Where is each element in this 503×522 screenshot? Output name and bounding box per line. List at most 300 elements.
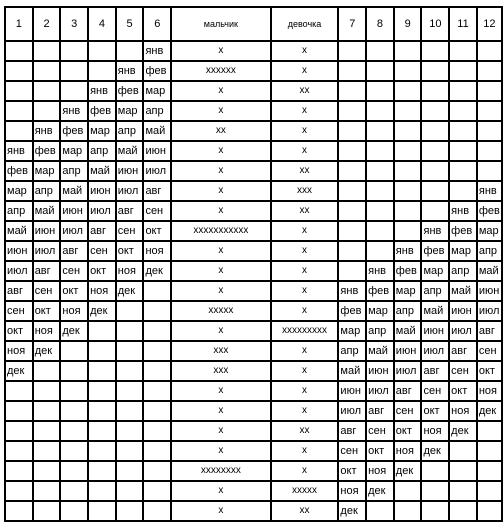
table-row <box>5 281 502 301</box>
month-cell: сен <box>5 301 33 321</box>
month-cell <box>33 81 61 101</box>
month-cell: авг <box>143 181 171 201</box>
boy-marks-cell: х <box>171 41 270 61</box>
month-cell: сен <box>477 341 502 361</box>
girl-marks-cell: х <box>271 41 339 61</box>
table-row <box>5 381 502 401</box>
month-cell <box>143 381 171 401</box>
month-cell <box>33 361 61 381</box>
month-cell: июн <box>338 381 366 401</box>
month-cell: июн <box>421 321 449 341</box>
table-row <box>5 421 502 441</box>
month-cell <box>33 501 61 521</box>
month-cell: ноя <box>5 341 33 361</box>
month-cell <box>338 221 366 241</box>
month-cell <box>5 421 33 441</box>
boy-marks-cell: х <box>171 141 270 161</box>
month-cell: ноя <box>366 461 394 481</box>
month-cell <box>143 461 171 481</box>
month-cell <box>60 381 88 401</box>
month-cell <box>421 41 449 61</box>
month-cell: ноя <box>88 281 116 301</box>
month-cell: апр <box>116 121 144 141</box>
boy-marks-cell: ххххх <box>171 301 270 321</box>
month-cell <box>366 201 394 221</box>
month-cell: авг <box>88 221 116 241</box>
month-cell: мар <box>477 221 502 241</box>
month-cell <box>116 301 144 321</box>
month-cell <box>394 161 422 181</box>
boy-marks-cell: ххх <box>171 361 270 381</box>
boy-marks-cell: х <box>171 201 270 221</box>
month-cell: янв <box>477 181 502 201</box>
month-cell: мар <box>394 281 422 301</box>
month-cell: май <box>421 301 449 321</box>
table-row <box>5 501 502 521</box>
month-cell: окт <box>60 281 88 301</box>
month-cell <box>88 41 116 61</box>
month-cell <box>449 461 477 481</box>
month-cell: дек <box>449 421 477 441</box>
month-cell: апр <box>421 281 449 301</box>
month-cell <box>394 141 422 161</box>
month-cell: авг <box>60 241 88 261</box>
table-row <box>5 61 502 81</box>
table-row <box>5 401 502 421</box>
month-cell <box>477 441 502 461</box>
month-cell <box>5 121 33 141</box>
month-cell <box>421 61 449 81</box>
month-cell <box>394 101 422 121</box>
boy-marks-cell: х <box>171 381 270 401</box>
month-cell: май <box>143 121 171 141</box>
month-cell <box>60 481 88 501</box>
month-cell <box>421 81 449 101</box>
girl-marks-cell: х <box>271 301 339 321</box>
month-cell: сен <box>338 441 366 461</box>
month-cell: мар <box>5 181 33 201</box>
month-cell: июн <box>449 301 477 321</box>
month-cell: дек <box>477 401 502 421</box>
month-cell: июл <box>477 301 502 321</box>
month-cell <box>60 341 88 361</box>
month-cell <box>143 401 171 421</box>
month-cell <box>116 41 144 61</box>
girl-marks-cell: х <box>271 101 339 121</box>
month-cell: апр <box>449 261 477 281</box>
column-header: девочка <box>271 7 339 41</box>
girl-marks-cell: х <box>271 281 339 301</box>
month-cell <box>143 281 171 301</box>
girl-marks-cell: ххххххххх <box>271 321 339 341</box>
month-cell <box>338 201 366 221</box>
month-cell: май <box>449 281 477 301</box>
month-cell: июл <box>421 341 449 361</box>
month-cell <box>366 101 394 121</box>
column-header: 4 <box>88 7 116 41</box>
girl-marks-cell: х <box>271 221 339 241</box>
month-cell <box>421 161 449 181</box>
month-cell <box>88 481 116 501</box>
month-cell: авг <box>116 201 144 221</box>
month-cell: мар <box>88 121 116 141</box>
month-cell: дек <box>421 441 449 461</box>
month-cell <box>88 441 116 461</box>
month-cell: окт <box>88 261 116 281</box>
month-cell: ноя <box>477 381 502 401</box>
month-cell <box>60 421 88 441</box>
girl-marks-cell: х <box>271 461 339 481</box>
month-cell: окт <box>33 301 61 321</box>
month-cell <box>394 41 422 61</box>
month-cell: апр <box>394 301 422 321</box>
month-cell <box>421 121 449 141</box>
boy-marks-cell: х <box>171 161 270 181</box>
month-cell: май <box>33 201 61 221</box>
month-cell: авг <box>5 281 33 301</box>
column-header: 6 <box>143 7 171 41</box>
month-cell: сен <box>394 401 422 421</box>
month-cell: мар <box>116 101 144 121</box>
month-cell: ноя <box>394 441 422 461</box>
month-cell <box>33 461 61 481</box>
month-cell: сен <box>88 241 116 261</box>
column-header: 3 <box>60 7 88 41</box>
table-row <box>5 321 502 341</box>
month-cell: авг <box>449 341 477 361</box>
table-row <box>5 221 502 241</box>
girl-marks-cell: х <box>271 361 339 381</box>
month-cell: мар <box>366 301 394 321</box>
month-cell <box>33 101 61 121</box>
month-cell: сен <box>366 421 394 441</box>
month-cell <box>477 101 502 121</box>
girl-marks-cell: х <box>271 381 339 401</box>
month-cell <box>449 81 477 101</box>
boy-marks-cell: х <box>171 321 270 341</box>
table-row <box>5 261 502 281</box>
month-cell: июн <box>143 141 171 161</box>
month-cell: май <box>116 141 144 161</box>
month-cell <box>143 421 171 441</box>
month-cell <box>5 101 33 121</box>
month-cell <box>116 501 144 521</box>
month-cell <box>60 401 88 421</box>
boy-marks-cell: ххххххххххх <box>171 221 270 241</box>
month-cell <box>116 441 144 461</box>
month-cell <box>33 421 61 441</box>
month-cell <box>5 461 33 481</box>
month-cell: июн <box>33 221 61 241</box>
month-cell <box>143 361 171 381</box>
month-cell: дек <box>143 261 171 281</box>
girl-marks-cell: х <box>271 341 339 361</box>
month-cell: окт <box>394 421 422 441</box>
month-cell: июл <box>116 181 144 201</box>
month-cell: май <box>338 361 366 381</box>
month-cell: фев <box>143 61 171 81</box>
girl-marks-cell: х <box>271 61 339 81</box>
month-cell <box>338 41 366 61</box>
month-cell <box>366 161 394 181</box>
month-cell: апр <box>366 321 394 341</box>
month-cell <box>33 481 61 501</box>
month-cell: авг <box>338 421 366 441</box>
month-cell: апр <box>143 101 171 121</box>
month-cell <box>394 61 422 81</box>
month-cell: дек <box>394 461 422 481</box>
boy-marks-cell: х <box>171 481 270 501</box>
month-cell <box>88 501 116 521</box>
month-cell: июн <box>116 161 144 181</box>
month-cell <box>338 181 366 201</box>
column-header: 11 <box>449 7 477 41</box>
girl-marks-cell: х <box>271 261 339 281</box>
month-cell <box>116 481 144 501</box>
month-cell <box>366 41 394 61</box>
month-cell <box>366 61 394 81</box>
month-cell <box>33 41 61 61</box>
boy-marks-cell: х <box>171 421 270 441</box>
boy-marks-cell: х <box>171 281 270 301</box>
month-cell: дек <box>338 501 366 521</box>
month-cell <box>477 41 502 61</box>
table-row <box>5 341 502 361</box>
table-row <box>5 201 502 221</box>
month-cell: ноя <box>143 241 171 261</box>
month-cell <box>88 361 116 381</box>
month-cell: янв <box>33 121 61 141</box>
month-cell: янв <box>366 261 394 281</box>
month-cell <box>449 161 477 181</box>
girl-marks-cell: ххх <box>271 181 339 201</box>
month-cell <box>449 181 477 201</box>
column-header: 2 <box>33 7 61 41</box>
month-cell: дек <box>88 301 116 321</box>
month-cell <box>477 161 502 181</box>
month-cell <box>394 501 422 521</box>
table-row <box>5 241 502 261</box>
month-cell: фев <box>366 281 394 301</box>
month-cell <box>449 441 477 461</box>
month-cell: окт <box>366 441 394 461</box>
girl-marks-cell: х <box>271 141 339 161</box>
month-grid-table <box>4 6 503 522</box>
month-cell: июн <box>88 181 116 201</box>
month-cell <box>143 341 171 361</box>
month-cell <box>33 381 61 401</box>
month-cell: апр <box>33 181 61 201</box>
column-header: мальчик <box>171 7 270 41</box>
month-cell <box>60 501 88 521</box>
month-cell <box>33 401 61 421</box>
month-cell <box>116 461 144 481</box>
month-cell: янв <box>60 101 88 121</box>
month-cell: окт <box>449 381 477 401</box>
month-cell: фев <box>477 201 502 221</box>
month-cell: июл <box>143 161 171 181</box>
month-cell <box>5 61 33 81</box>
month-cell: сен <box>421 381 449 401</box>
month-cell <box>116 361 144 381</box>
month-cell: июн <box>5 241 33 261</box>
month-cell: май <box>366 341 394 361</box>
month-cell <box>116 401 144 421</box>
boy-marks-cell: хх <box>171 121 270 141</box>
month-cell: июл <box>338 401 366 421</box>
month-cell: фев <box>421 241 449 261</box>
boy-marks-cell: х <box>171 81 270 101</box>
month-cell <box>449 481 477 501</box>
month-cell <box>421 201 449 221</box>
month-cell <box>338 81 366 101</box>
month-cell <box>394 201 422 221</box>
month-cell <box>143 441 171 461</box>
month-cell <box>366 501 394 521</box>
month-cell: авг <box>394 381 422 401</box>
month-cell: фев <box>5 161 33 181</box>
month-cell <box>338 161 366 181</box>
month-cell: дек <box>116 281 144 301</box>
month-cell: май <box>88 161 116 181</box>
month-cell: май <box>394 321 422 341</box>
month-cell: май <box>60 181 88 201</box>
month-cell <box>88 461 116 481</box>
month-cell: мар <box>421 261 449 281</box>
table-row <box>5 361 502 381</box>
month-cell: мар <box>33 161 61 181</box>
month-cell <box>449 121 477 141</box>
boy-marks-cell: х <box>171 401 270 421</box>
boy-marks-cell: х <box>171 101 270 121</box>
month-cell <box>421 141 449 161</box>
girl-marks-cell: х <box>271 401 339 421</box>
month-cell <box>421 481 449 501</box>
month-cell <box>394 81 422 101</box>
month-cell <box>449 101 477 121</box>
month-cell <box>421 461 449 481</box>
month-cell <box>449 501 477 521</box>
month-cell: июн <box>366 361 394 381</box>
month-cell: июл <box>394 361 422 381</box>
month-cell: дек <box>33 341 61 361</box>
boy-marks-cell: х <box>171 261 270 281</box>
girl-marks-cell: хх <box>271 501 339 521</box>
month-cell: май <box>477 261 502 281</box>
month-cell <box>477 501 502 521</box>
girl-marks-cell: хх <box>271 81 339 101</box>
table-row <box>5 101 502 121</box>
month-cell <box>5 81 33 101</box>
boy-marks-cell: ххх <box>171 341 270 361</box>
month-cell: фев <box>394 261 422 281</box>
month-cell <box>477 421 502 441</box>
month-cell <box>394 121 422 141</box>
boy-marks-cell: хххххххх <box>171 461 270 481</box>
month-cell: апр <box>5 201 33 221</box>
month-cell: янв <box>88 81 116 101</box>
month-cell <box>5 381 33 401</box>
month-cell: ноя <box>33 321 61 341</box>
month-cell <box>88 421 116 441</box>
month-cell <box>116 421 144 441</box>
month-cell: окт <box>338 461 366 481</box>
month-cell <box>60 81 88 101</box>
month-cell: июл <box>33 241 61 261</box>
month-cell <box>477 461 502 481</box>
month-cell: май <box>5 221 33 241</box>
month-cell: окт <box>116 241 144 261</box>
month-cell: мар <box>143 81 171 101</box>
month-cell: ноя <box>60 301 88 321</box>
boy-marks-cell: х <box>171 181 270 201</box>
month-cell <box>60 441 88 461</box>
month-cell: июн <box>394 341 422 361</box>
month-cell <box>477 81 502 101</box>
month-cell <box>338 141 366 161</box>
girl-marks-cell: х <box>271 241 339 261</box>
month-cell <box>338 121 366 141</box>
table-row <box>5 161 502 181</box>
month-cell <box>394 181 422 201</box>
boy-marks-cell: х <box>171 241 270 261</box>
girl-marks-cell: ххххх <box>271 481 339 501</box>
month-cell <box>366 241 394 261</box>
month-cell <box>5 501 33 521</box>
month-cell <box>338 61 366 81</box>
month-cell <box>421 501 449 521</box>
month-cell <box>449 61 477 81</box>
table-row <box>5 461 502 481</box>
month-cell <box>33 61 61 81</box>
month-cell <box>88 321 116 341</box>
month-cell <box>143 501 171 521</box>
month-cell <box>338 241 366 261</box>
month-cell: дек <box>366 481 394 501</box>
month-cell: авг <box>477 321 502 341</box>
month-cell <box>366 181 394 201</box>
month-cell: мар <box>449 241 477 261</box>
month-cell <box>60 361 88 381</box>
table-row <box>5 41 502 61</box>
month-cell: июл <box>88 201 116 221</box>
month-cell: ноя <box>338 481 366 501</box>
month-cell: апр <box>88 141 116 161</box>
month-cell <box>143 321 171 341</box>
girl-marks-cell: хх <box>271 201 339 221</box>
month-cell <box>477 61 502 81</box>
month-cell <box>421 101 449 121</box>
column-header: 1 <box>5 7 33 41</box>
month-cell: июл <box>60 221 88 241</box>
month-cell: янв <box>394 241 422 261</box>
month-cell: июл <box>449 321 477 341</box>
month-cell <box>88 61 116 81</box>
month-cell: сен <box>143 201 171 221</box>
month-cell: окт <box>5 321 33 341</box>
month-cell <box>143 301 171 321</box>
month-cell <box>338 261 366 281</box>
month-cell: фев <box>449 221 477 241</box>
month-cell: окт <box>477 361 502 381</box>
table-row <box>5 441 502 461</box>
table-row <box>5 121 502 141</box>
month-cell: дек <box>60 321 88 341</box>
month-cell <box>449 141 477 161</box>
column-header: 9 <box>394 7 422 41</box>
month-cell: дек <box>5 361 33 381</box>
month-cell <box>116 341 144 361</box>
